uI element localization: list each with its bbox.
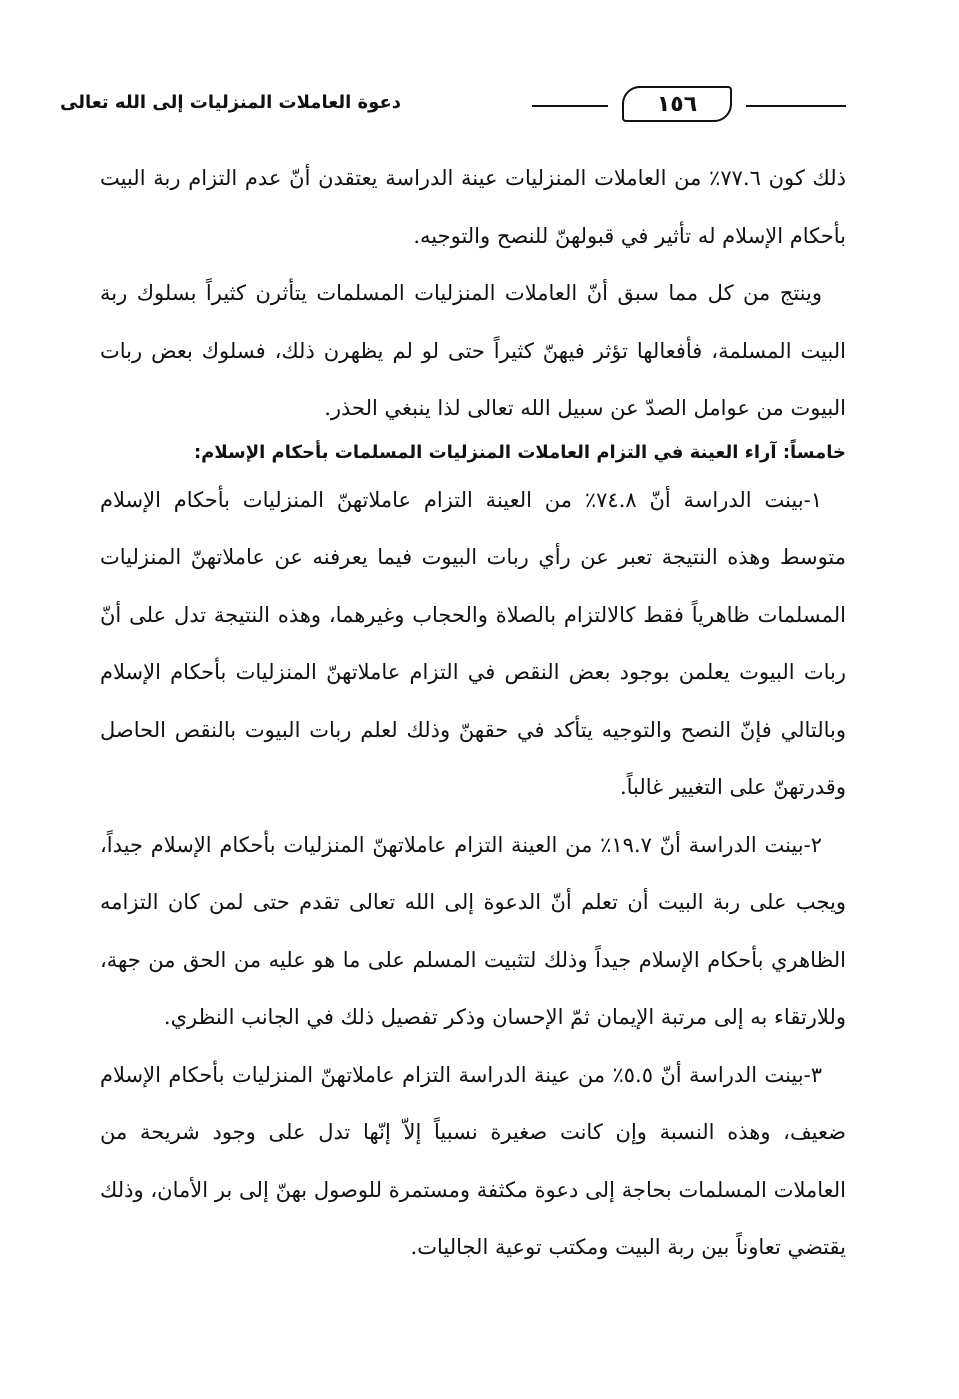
list-item-3: ٣-بينت الدراسة أنّ ٥.٥٪ من عينة الدراسة التزام عاملاتهنّ المنزليات بأحكام الإسلام ضعيف، وهذه النسبة وإن كانت صغيرة نسبياً إلاّ إنّها تدل على وجود شريحة من العاملات المسلمات بحاجة إلى دعوة مكثفة ومستمرة للوصول بهنّ إلى بر الأمان، وذلك يقتضي تعاوناً بين ربة البيت ومكتب توعية الجاليات. xyxy=(100,1062,846,1259)
running-title: دعوة العاملات المنزليات إلى الله تعالى xyxy=(60,92,401,113)
section-heading: خامساً: آراء العينة في التزام العاملات المنزليات المسلمات بأحكام الإسلام: xyxy=(193,441,846,463)
list-item-2: ٢-بينت الدراسة أنّ ١٩.٧٪ من العينة التزام عاملاتهنّ المنزليات بأحكام الإسلام جيداً، ويجب على ربة البيت أن تعلم أنّ الدعوة إلى الله تعالى تقدم حتى لمن كان التزامه الظاهري بأحكام الإسلام جيداً وذلك لتثبيت المسلم على ما هو عليه من الحق من جهة، وللارتقاء به إلى مرتبة الإيمان ثمّ الإحسان وذكر تفصيل ذلك في الجانب النظري. xyxy=(100,832,846,1029)
list-item-1: ١-بينت الدراسة أنّ ٧٤.٨٪ من العينة التزام عاملاتهنّ المنزليات بأحكام الإسلام متوسط وهذه النتيجة تعبر عن رأي ربات البيوت فيما يعرفنه عن عاملاتهنّ المنزليات المسلمات ظاهرياً فقط كالالتزام بالصلاة والحجاب وغيرهما، وهذه النتيجة تدل على أنّ ربات البيوت يعلمن بوجود بعض النقص في التزام عاملاتهنّ المنزليات بأحكام الإسلام وبالتالي فإنّ النصح والتوجيه يتأكد في حقهنّ وذلك لعلم ربات البيوت بالنقص الحاصل وقدرتهنّ على التغيير غالباً. xyxy=(100,487,846,799)
page-header xyxy=(60,86,846,126)
paragraph-2: وينتج من كل مما سبق أنّ العاملات المنزليات المسلمات يتأثرن كثيراً بسلوك ربة البيت المسلمة، فأفعالها تؤثر فيهنّ كثيراً حتى لو لم يظهرن ذلك، فسلوك بعض ربات البيوت من عوامل الصدّ عن سبيل الله تعالى لذا ينبغي الحذر. xyxy=(100,281,846,420)
paragraph-1: ذلك كون ٧٧.٦٪ من العاملات المنزليات عينة الدراسة يعتقدن أنّ عدم التزام ربة البيت بأحكام الإسلام له تأثير في قبولهنّ للنصح والتوجيه. xyxy=(100,166,846,248)
page-number: ١٥٦ xyxy=(622,86,732,122)
page-body xyxy=(100,150,846,1277)
header-rule-middle xyxy=(532,105,608,107)
header-rule-right xyxy=(746,105,846,107)
